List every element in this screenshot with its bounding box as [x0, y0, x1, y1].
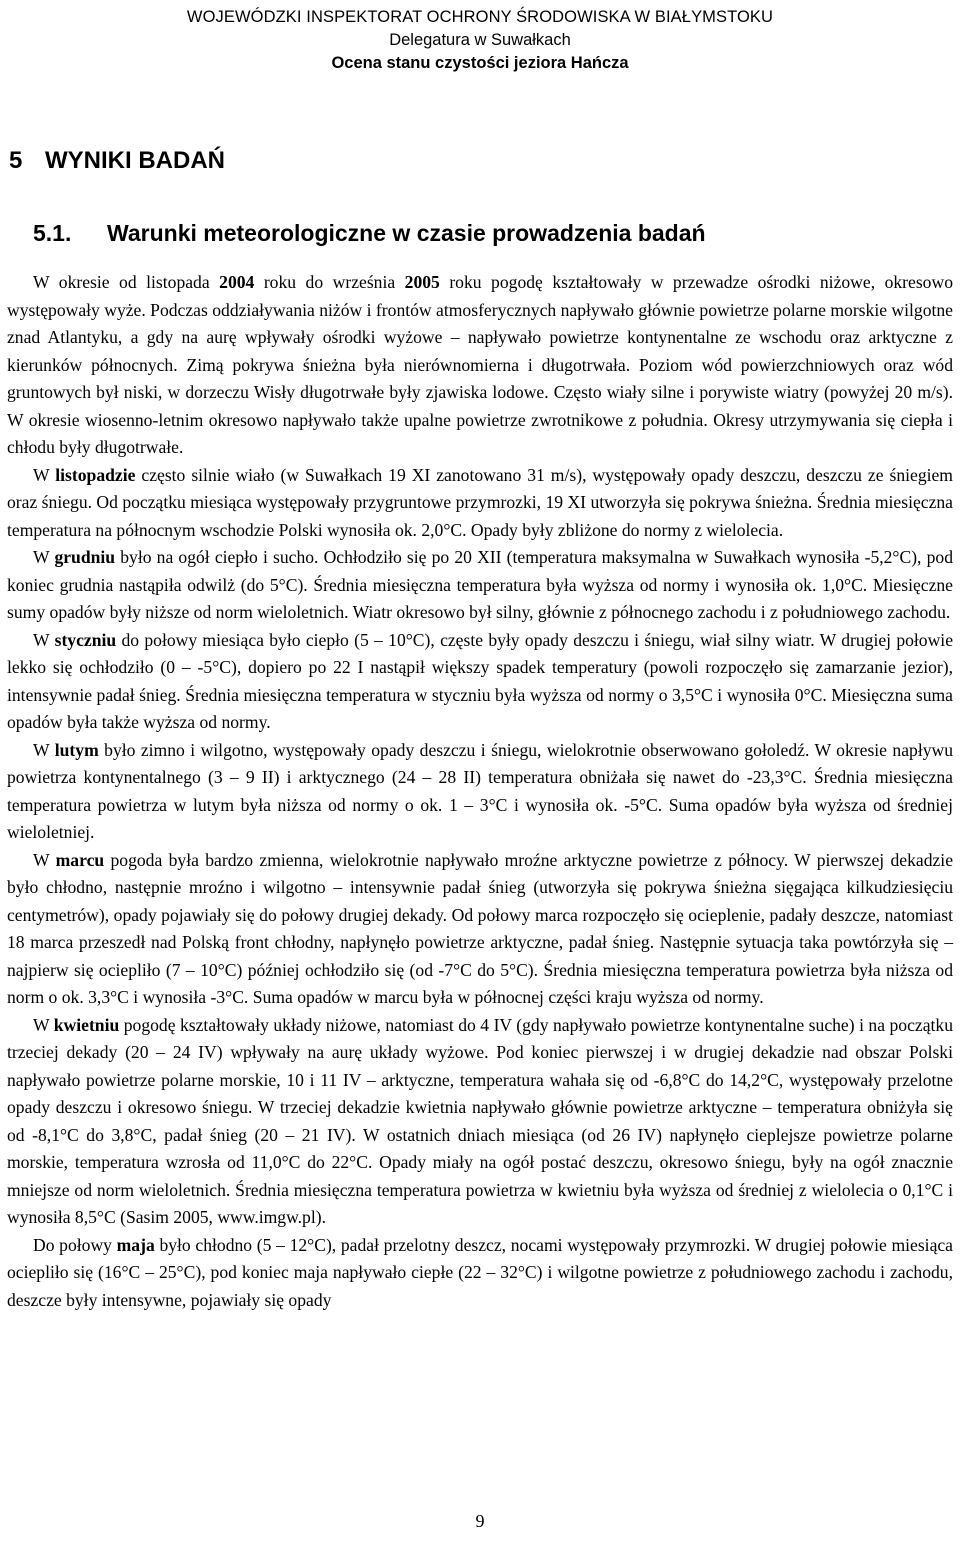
month-label: grudniu [54, 547, 116, 567]
subsection-heading [33, 218, 706, 248]
paragraph-text: W [33, 849, 56, 870]
page-number: 9 [475, 1511, 485, 1531]
page-header [0, 6, 960, 75]
body-text [7, 269, 953, 1314]
paragraph-text: W [33, 464, 56, 485]
paragraph-text: było zimno i wilgotno, występowały opady deszczu i śniegu, wielokrotnie obserwowano gołoledź. W okresie napływu powietrza kontynentalnego (3 – 9 II) i arktycznego (24 – 28 II) temperatura obniżała się nawet do -23,3°C. Średnia miesięczna temperatura powietrza w lutym była niższa od normy o ok. 1 – 3°C i wynosiła ok. -5°C. Suma opadów była wyższa od średniej wieloletniej. [7, 739, 954, 842]
month-label: marcu [55, 849, 105, 870]
subsection-title: Warunki meteorologiczne w czasie prowadzenia badań [107, 220, 706, 246]
paragraph-december [7, 544, 953, 627]
paragraph-text: roku do września [254, 272, 405, 292]
section-number: 5 [9, 147, 23, 174]
paragraph-february [7, 737, 953, 847]
year-start: 2004 [219, 272, 255, 292]
section-heading [9, 146, 225, 176]
paragraph-january [7, 627, 953, 737]
paragraph-text: pogodę kształtowały układy niżowe, natomiast do 4 IV (gdy napływało powietrze kontynentalne suche) i na początku trzeciej dekady (20 – 24 IV) wpływały na aurę układy wyżowe. Pod koniec pierwszej i w drugiej dekadzie nad obszar Polski napływało powietrze polarne morskie, 10 i 11 IV – arktyczne, temperatura wahała się od -6,8°C do 14,2°C, występowały przelotne opady deszczu i okresowo śniegu. W trzeciej dekadzie kwietnia napływało głównie powietrze arktyczne – temperatura obniżyła się od -8,1°C do 3,8°C, padał śnieg (20 – 21 IV). W ostatnich dniach miesiąca (od 26 IV) napłynęło cieplejsze powietrze polarne morskie, temperatura wzrosła od 11,0°C do 22°C. Opady miały na ogół postać deszczu, okresowo śniegu, były na ogół znacznie mniejsze od norm wieloletnich. Średnia miesięczna temperatura powietrza w kwietniu była wyższa od średniej z wielolecia o 0,1°C i wynosiła 8,5°C (Sasim 2005, www.imgw.pl). [7, 1014, 953, 1227]
paragraph-text: W [33, 739, 55, 760]
paragraph-text: W [33, 547, 55, 567]
paragraph-march [7, 847, 953, 1012]
month-label: lutym [54, 739, 99, 760]
month-label: maja [116, 1234, 155, 1255]
paragraph-text: pogoda była bardzo zmienna, wielokrotnie napływało mroźne arktyczne powietrze z północy. W pierwszej dekadzie było chłodno, następnie mroźno i wilgotno – intensywnie padał śnieg (utworzyła się pokrywa śnieżna sięgająca kilkudziesięciu centymetrów), opady pojawiały się do połowy drugiej dekady. Od połowy marca rozpoczęło się ocieplenie, padały deszcze, natomiast 18 marca przeszedł nad Polską front chłodny, napłynęło powietrze arktyczne, padał śnieg. Następnie sytuacja taka powtórzyła się – najpierw się ociepliło (7 – 10°C) później ochłodziło się (od -7°C do 5°C). Średnia miesięczna temperatura powietrza była niższa od norm o ok. 3,3°C i wynosiła -3°C. Suma opadów w marcu była w północnej części kraju wyższa od normy. [7, 849, 953, 1007]
header-document-title: Ocena stanu czystości jeziora Hańcza [331, 54, 629, 72]
paragraph-text: W okresie od listopada [33, 272, 220, 292]
paragraph-april [7, 1012, 953, 1232]
paragraph-intro [7, 269, 953, 462]
paragraph-text: W [33, 1014, 54, 1035]
paragraph-text: było chłodno (5 – 12°C), padał przelotny deszcz, nocami występowały przymrozki. W drugiej połowie miesiąca ociepliło się (16°C – 25°C), pod koniec maja napływało ciepłe (22 – 32°C) i wilgotne powietrze z południowego zachodu i zachodu, deszcze były intensywne, pojawiały się opady [7, 1234, 953, 1310]
section-title: WYNIKI BADAŃ [45, 147, 225, 174]
paragraph-text: W [33, 629, 55, 650]
paragraph-text: było na ogół ciepło i sucho. Ochłodziło się po 20 XII (temperatura maksymalna w Suwałkach wynosiła -5,2°C), pod koniec grudnia nastąpiła odwilż (do 5°C). Średnia miesięczna temperatura była wyższa od normy i wynosiła ok. 1,0°C. Miesięczne sumy opadów były niższe od norm wieloletnich. Wiatr okresowo był silny, głównie z północnego zachodu i z południowego zachodu. [7, 547, 953, 622]
paragraph-november [7, 462, 953, 545]
subsection-number: 5.1. [33, 220, 72, 246]
header-branch: Delegatura w Suwałkach [389, 31, 571, 49]
month-label: styczniu [54, 629, 117, 650]
month-label: listopadzie [55, 464, 136, 485]
paragraph-text: do połowy miesiąca było ciepło (5 – 10°C), częste były opady deszczu i śniegu, wiał silny wiatr. W drugiej połowie lekko się ochłodziło (0 – -5°C), dopiero po 22 I nastąpił większy spadek temperatury (powoli rozpoczęło się zamarzanie jezior), intensywnie padał śnieg. Średnia miesięczna temperatura w styczniu była wyższa od normy o 3,5°C i wynosiła 0°C. Miesięczna suma opadów była także wyższa od normy. [7, 629, 954, 732]
month-label: kwietniu [53, 1014, 120, 1035]
year-end: 2005 [404, 272, 440, 292]
paragraph-may [7, 1232, 953, 1315]
header-organization: WOJEWÓDZKI INSPEKTORAT OCHRONY ŚRODOWISKA W BIAŁYMSTOKU [186, 8, 774, 26]
paragraph-text: roku pogodę kształtowały w przewadze ośrodki niżowe, okresowo występowały wyże. Podczas oddziaływania niżów i frontów atmosferycznych napływało głównie powietrze polarne morskie wilgotne znad Atlantyku, a gdy na aurę wpływały ośrodki wyżowe – napływało powietrze kontynentalne ze wschodu oraz arktyczne z kierunków północnych. Zimą pokrywa śnieżna była nierównomierna i długotrwała. Poziom wód powierzchniowych oraz wód gruntowych był niski, w dorzeczu Wisły długotrwałe były zjawiska lodowe. Często wiały silne i porywiste wiatry (powyżej 20 m/s). W okresie wiosenno-letnim okresowo napływało także upalne powietrze zwrotnikowe z południa. Okresy utrzymywania się ciepła i chłodu były długotrwałe. [7, 272, 953, 457]
paragraph-text: często silnie wiało (w Suwałkach 19 XI zanotowano 31 m/s), występowały opady deszczu, deszczu ze śniegiem oraz śniegu. Od początku miesiąca występowały przygruntowe przymrozki, 19 XI utworzyła się pokrywa śnieżna. Średnia miesięczna temperatura na północnym wschodzie Polski wynosiła ok. 2,0°C. Opady były zbliżone do normy z wielolecia. [7, 464, 953, 540]
paragraph-text: Do połowy [33, 1234, 117, 1255]
